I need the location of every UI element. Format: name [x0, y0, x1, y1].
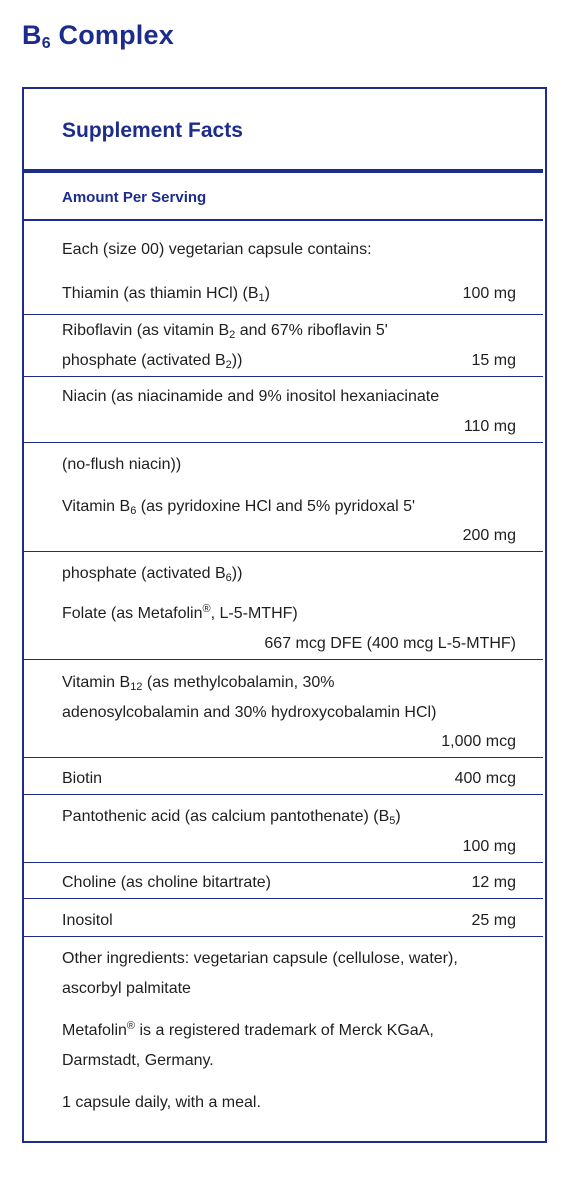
nutrient-name-vitamin-b6-cont: phosphate (activated $B_6$)) — [62, 565, 243, 584]
amount-per-serving-label: Amount Per Serving — [62, 189, 207, 206]
row-divider — [24, 936, 543, 937]
nutrient-name-niacin-cont: (no-flush niacin)) — [62, 456, 182, 473]
nutrient-name-pantothenic-acid: Pantothenic acid (as calcium pantothenate) $(B_5)$ — [62, 808, 401, 827]
nutrient-amount-vitamin-b6: 200 mg — [462, 527, 516, 544]
nutrient-name-niacin: Niacin (as niacinamide and 9% inositol hexaniacinate — [62, 388, 440, 405]
nutrient-name-vitamin-b12: Vitamin $B_{12}$ (as methylcobalamin, 30% — [62, 674, 335, 693]
row-divider — [24, 442, 543, 443]
other-ingredients: Other ingredients: vegetarian capsule (cellulose, water), — [62, 950, 458, 967]
nutrient-amount-riboflavin: 15 mg — [471, 352, 516, 369]
row-divider — [24, 659, 543, 660]
row-divider — [24, 551, 543, 552]
trademark-note: Metafolin® is a registered trademark of Merck KGaA, — [62, 1020, 434, 1039]
row-divider — [24, 794, 543, 795]
row-divider — [24, 862, 543, 863]
nutrient-name-riboflavin-cont: phosphate (activated $B_2$)) — [62, 352, 243, 371]
nutrient-amount-folate: 667 mcg DFE (400 mcg L-5-MTHF) — [264, 635, 516, 652]
nutrient-amount-pantothenic-acid: 100 mg — [462, 838, 516, 855]
nutrient-name-biotin: Biotin — [62, 770, 103, 787]
nutrient-name-thiamin: Thiamin (as thiamin HCl) $(B_1)$ — [62, 285, 270, 304]
nutrient-name-inositol: Inositol — [62, 912, 113, 929]
row-divider — [24, 757, 543, 758]
nutrient-name-vitamin-b12-cont: adenosylcobalamin and 30% hydroxycobalamin HCl) — [62, 704, 437, 721]
nutrient-name-vitamin-b6: Vitamin $B_6$ (as pyridoxine HCl and 5% pyridoxal 5' — [62, 498, 416, 517]
nutrient-amount-vitamin-b12: 1,000 mcg — [441, 733, 516, 750]
supplement-facts-heading: Supplement Facts — [62, 119, 243, 142]
nutrient-name-riboflavin: Riboflavin (as vitamin $B_2$ and 67% riboflavin 5' — [62, 322, 388, 341]
trademark-note-cont: Darmstadt, Germany. — [62, 1052, 214, 1069]
nutrient-amount-biotin: 400 mcg — [454, 770, 516, 787]
row-divider — [24, 314, 543, 315]
nutrient-name-folate: Folate (as Metafolin®, L-5-MTHF) — [62, 603, 298, 622]
other-ingredients-cont: ascorbyl palmitate — [62, 980, 191, 997]
nutrient-amount-thiamin: 100 mg — [462, 285, 516, 302]
header-divider — [24, 219, 543, 221]
heading-divider — [24, 169, 543, 173]
directions: 1 capsule daily, with a meal. — [62, 1094, 261, 1111]
nutrient-amount-choline: 12 mg — [471, 874, 516, 891]
nutrient-amount-inositol: 25 mg — [471, 912, 516, 929]
row-divider — [24, 898, 543, 899]
supplement-facts-panel — [22, 87, 547, 1143]
nutrient-name-choline: Choline (as choline bitartrate) — [62, 874, 271, 891]
nutrient-amount-niacin: 110 mg — [463, 418, 516, 435]
row-divider — [24, 376, 543, 377]
serving-intro: Each (size 00) vegetarian capsule contains: — [62, 241, 372, 258]
product-title: $B_6$ Complex — [22, 20, 174, 52]
